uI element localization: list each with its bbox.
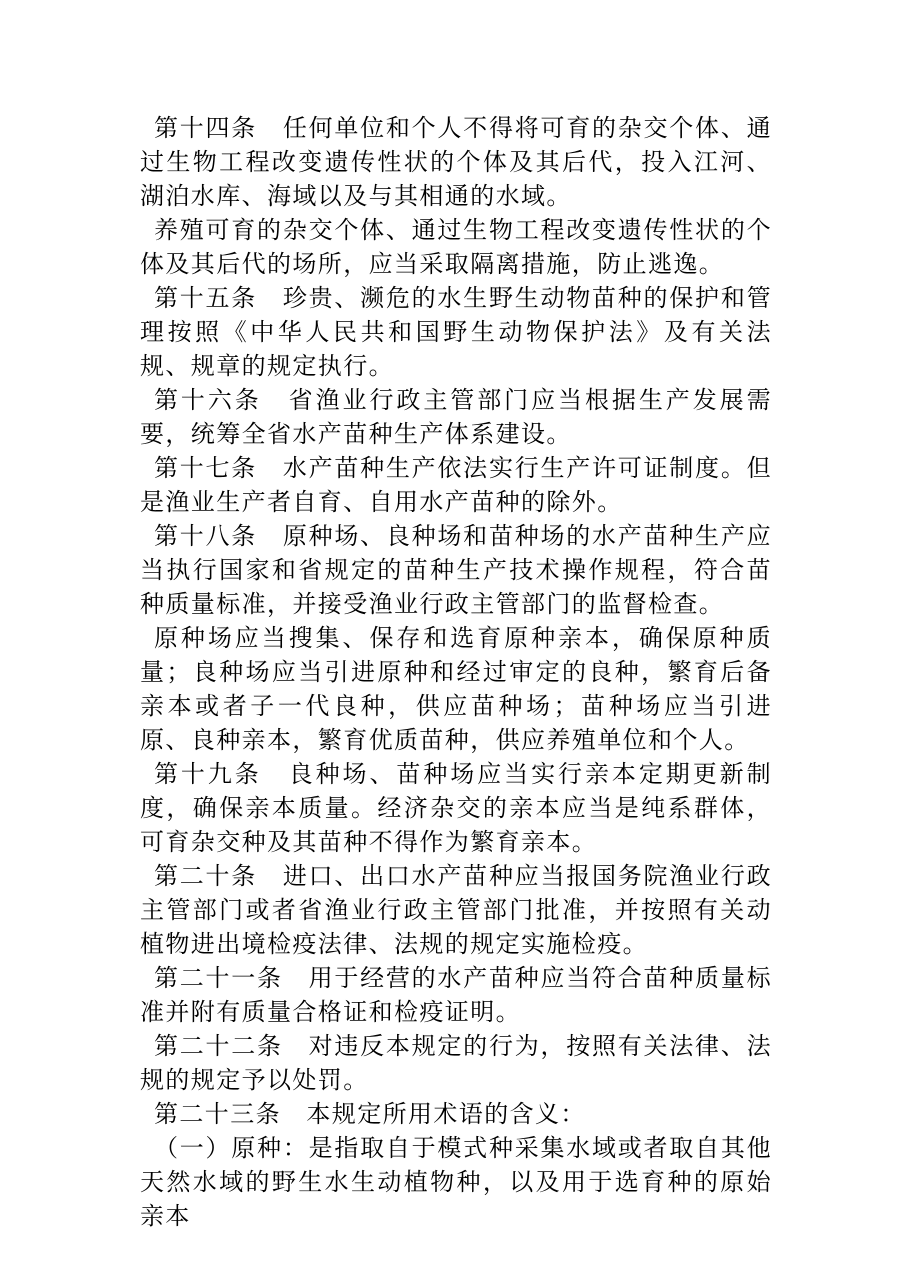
article-20-paragraph: 第二十条 进口、出口水产苗种应当报国务院渔业行政主管部门或者省渔业行政主管部门批准，并按照有关动植物进出境检疫法律、法规的规定实施检疫。 xyxy=(140,862,772,958)
article-17-paragraph: 第十七条 水产苗种生产依法实行生产许可证制度。但是渔业生产者自育、自用水产苗种的除外。 xyxy=(140,454,772,516)
article-22-paragraph: 第二十二条 对违反本规定的行为，按照有关法律、法规的规定予以处罚。 xyxy=(140,1032,772,1094)
article-14-subparagraph: 养殖可育的杂交个体、通过生物工程改变遗传性状的个体及其后代的场所，应当采取隔离措施，防止逃逸。 xyxy=(140,216,772,278)
article-18-subparagraph: 原种场应当搜集、保存和选育原种亲本，确保原种质量；良种场应当引进原种和经过审定的良种，繁育后备亲本或者子一代良种，供应苗种场；苗种场应当引进原、良种亲本，繁育优质苗种，供应养殖单位和个人。 xyxy=(140,624,772,754)
article-16-paragraph: 第十六条 省渔业行政主管部门应当根据生产发展需要，统筹全省水产苗种生产体系建设。 xyxy=(140,386,772,448)
article-14-paragraph: 第十四条 任何单位和个人不得将可育的杂交个体、通过生物工程改变遗传性状的个体及其后代，投入江河、湖泊水库、海域以及与其相通的水域。 xyxy=(140,114,772,210)
document-body xyxy=(140,111,772,1233)
article-19-paragraph: 第十九条 良种场、苗种场应当实行亲本定期更新制度，确保亲本质量。经济杂交的亲本应当是纯系群体，可育杂交种及其苗种不得作为繁育亲本。 xyxy=(140,760,772,856)
article-18-paragraph: 第十八条 原种场、良种场和苗种场的水产苗种生产应当执行国家和省规定的苗种生产技术操作规程，符合苗种质量标准，并接受渔业行政主管部门的监督检查。 xyxy=(140,522,772,618)
article-23-item-1: （一）原种：是指取自于模式种采集水域或者取自其他天然水域的野生水生动植物种，以及用于选育种的原始亲本 xyxy=(140,1134,772,1230)
article-23-paragraph: 第二十三条 本规定所用术语的含义： xyxy=(154,1100,586,1128)
article-21-paragraph: 第二十一条 用于经营的水产苗种应当符合苗种质量标准并附有质量合格证和检疫证明。 xyxy=(140,964,772,1026)
article-15-paragraph: 第十五条 珍贵、濒危的水生野生动物苗种的保护和管理按照《中华人民共和国野生动物保护法》及有关法规、规章的规定执行。 xyxy=(140,284,772,380)
